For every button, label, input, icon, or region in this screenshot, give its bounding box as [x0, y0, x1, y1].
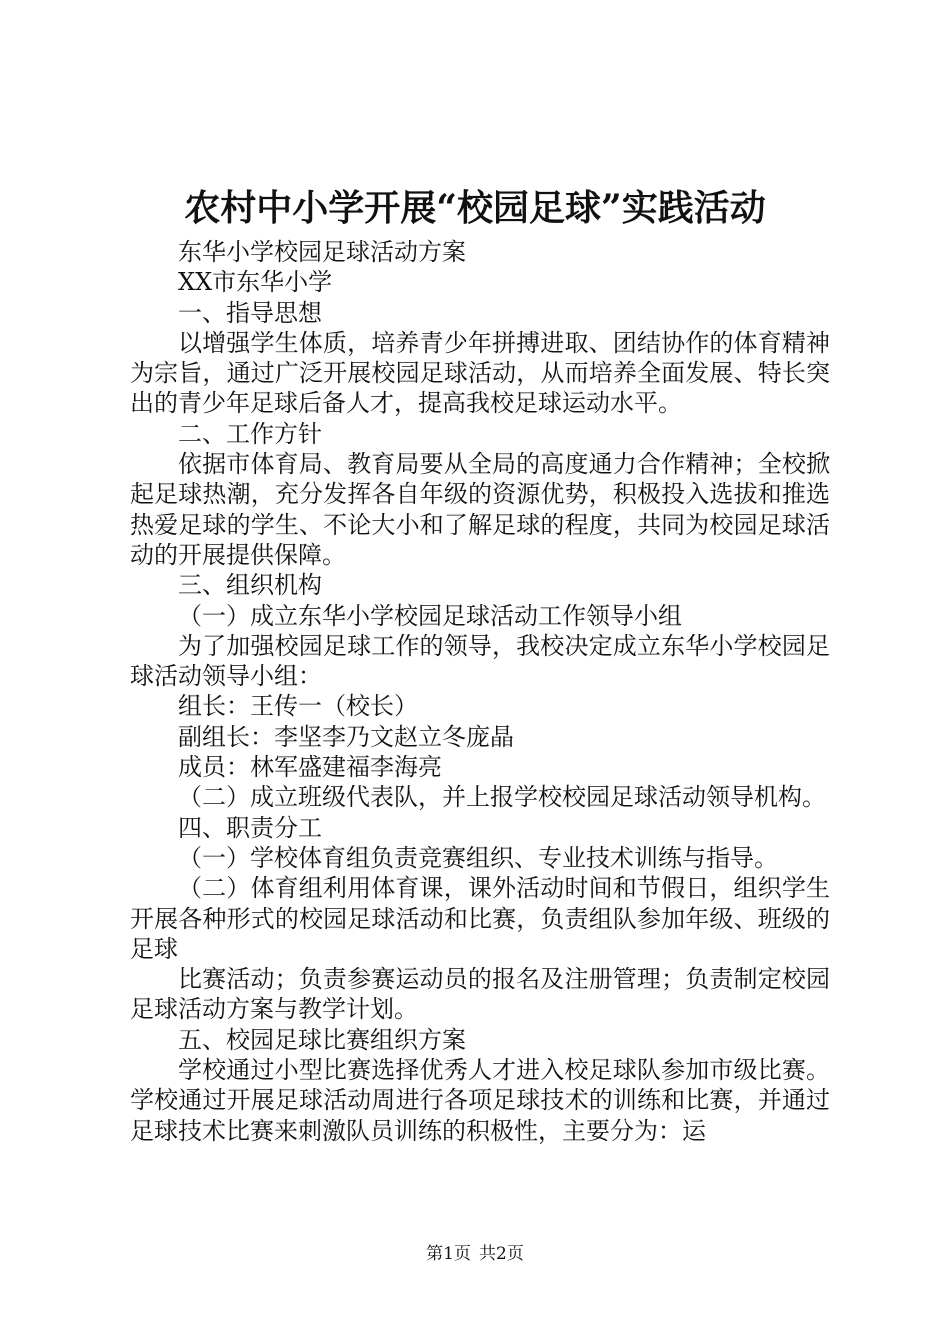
paragraph-group-leader: 组长：王传一（校长） — [178, 692, 418, 721]
paragraph-guiding-ideology: 以增强学生体质，培养青少年拼搏进取、团结协作的体育精神为宗旨，通过广泛开展校园足球活动，从而培养全面发展、特长突出的青少年足球后备人才，提高我校足球运动水平。 — [130, 328, 830, 418]
paragraph-school-name: XX市东华小学 — [178, 268, 333, 297]
document-title: 农村中小学开展“校园足球”实践活动 — [184, 187, 766, 229]
page-total: 共2页 — [479, 1244, 524, 1264]
section-heading-responsibilities: 四、职责分工 — [178, 813, 322, 842]
section-heading-guiding-ideology: 一、指导思想 — [178, 298, 322, 327]
paragraph-members: 成员：林军盛建福李海亮 — [178, 753, 442, 782]
page-number: 第1页 — [426, 1244, 471, 1264]
paragraph-work-policy: 依据市体育局、教育局要从全局的高度通力合作精神；全校掀起足球热潮，充分发挥各自年级的资源优势，积极投入选拔和推选热爱足球的学生、不论大小和了解足球的程度，共同为校园足球活动的开展提供保障。 — [130, 450, 830, 569]
paragraph-class-teams: （二）成立班级代表队，并上报学校校园足球活动领导机构。 — [178, 783, 826, 812]
paragraph-responsibility-2: （二）体育组利用体育课，课外活动时间和节假日，组织学生开展各种形式的校园足球活动和比赛，负责组队参加年级、班级的足球 — [130, 874, 830, 963]
document-body — [130, 237, 830, 1146]
section-heading-work-policy: 二、工作方针 — [178, 419, 322, 448]
page-footer — [0, 1243, 950, 1265]
paragraph-responsibility-1: （一）学校体育组负责竞赛组织、专业技术训练与指导。 — [178, 843, 778, 872]
section-heading-competition-plan: 五、校园足球比赛组织方案 — [178, 1025, 466, 1054]
section-heading-organization: 三、组织机构 — [178, 571, 322, 600]
paragraph-responsibility-2-continued: 比赛活动；负责参赛运动员的报名及注册管理；负责制定校园足球活动方案与教学计划。 — [130, 965, 830, 1024]
subheading-leading-group: （一）成立东华小学校园足球活动工作领导小组 — [178, 601, 682, 630]
paragraph-competition-plan: 学校通过小型比赛选择优秀人才进入校足球队参加市级比赛。学校通过开展足球活动周进行各项足球技术的训练和比赛，并通过足球技术比赛来刺激队员训练的积极性，主要分为：运 — [130, 1056, 830, 1145]
paragraph-deputy-leaders: 副组长：李坚李乃文赵立冬庞晶 — [178, 722, 514, 751]
paragraph-plan-name: 东华小学校园足球活动方案 — [178, 238, 466, 266]
paragraph-leading-group: 为了加强校园足球工作的领导，我校决定成立东华小学校园足球活动领导小组： — [130, 631, 830, 691]
